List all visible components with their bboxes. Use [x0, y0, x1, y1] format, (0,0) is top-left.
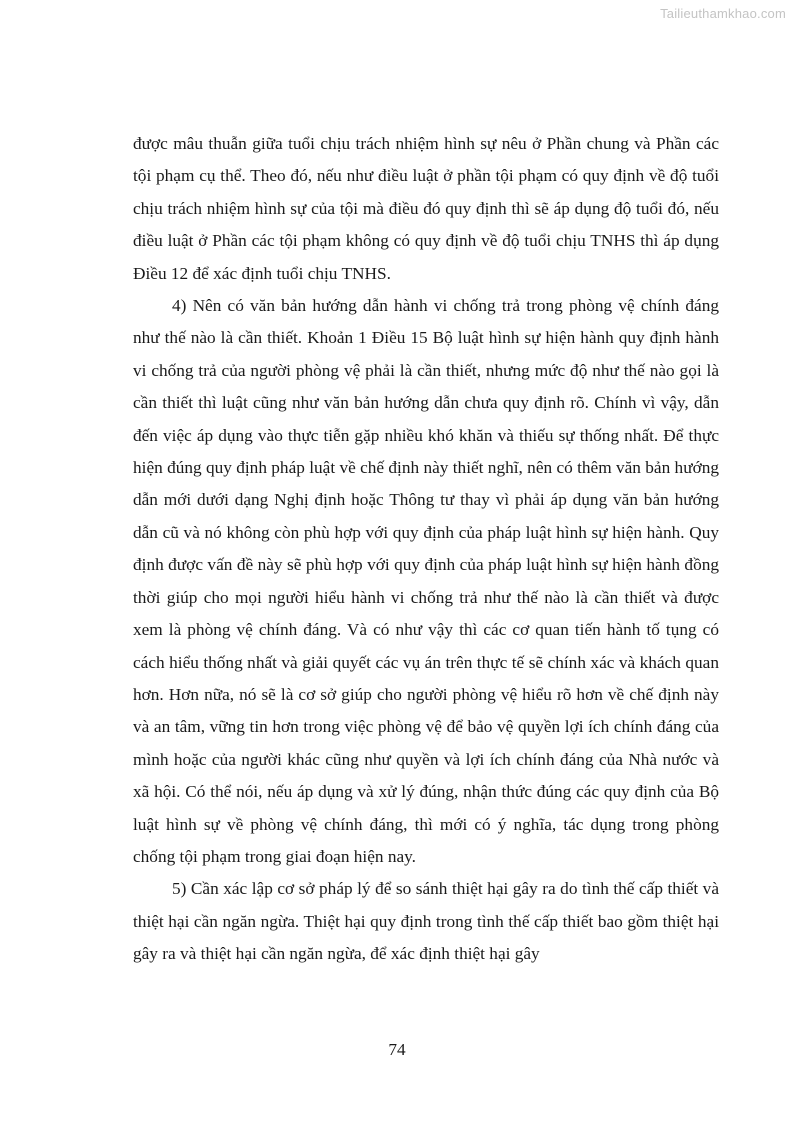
document-body — [133, 128, 719, 971]
paragraph-item-4: 4) Nên có văn bản hướng dẫn hành vi chống trả trong phòng vệ chính đáng như thế nào là cần thiết. Khoản 1 Điều 15 Bộ luật hình sự hiện hành quy định hành vi chống trả của người phòng vệ phải là cần thiết, nhưng mức độ như thế nào gọi là cần thiết thì luật cũng như văn bản hướng dẫn chưa quy định rõ. Chính vì vậy, dẫn đến việc áp dụng vào thực tiễn gặp nhiều khó khăn và thiếu sự thống nhất. Để thực hiện đúng quy định pháp luật về chế định này thiết nghĩ, nên có thêm văn bản hướng dẫn mới dưới dạng Nghị định hoặc Thông tư thay vì phải áp dụng văn bản hướng dẫn cũ và nó không còn phù hợp với quy định của pháp luật hình sự hiện hành. Quy định được vấn đề này sẽ phù hợp với quy định của pháp luật hình sự hiện hành đồng thời giúp cho mọi người hiểu hành vi chống trả như thế nào là cần thiết và được xem là phòng vệ chính đáng. Và có như vậy thì các cơ quan tiến hành tố tụng có cách hiểu thống nhất và giải quyết các vụ án trên thực tế sẽ chính xác và khách quan hơn. Hơn nữa, nó sẽ là cơ sở giúp cho người phòng vệ hiểu rõ hơn về chế định này và an tâm, vững tin hơn trong việc phòng vệ để bảo vệ quyền lợi ích chính đáng của mình hoặc của người khác cũng như quyền và lợi ích chính đáng của Nhà nước và xã hội. Có thể nói, nếu áp dụng và xử lý đúng, nhận thức đúng các quy định của Bộ luật hình sự về phòng vệ chính đáng, thì mới có ý nghĩa, tác dụng trong phòng chống tội phạm trong giai đoạn hiện nay. — [133, 296, 719, 866]
paragraph-continuation: được mâu thuẫn giữa tuổi chịu trách nhiệm hình sự nêu ở Phần chung và Phần các tội phạm cụ thể. Theo đó, nếu như điều luật ở phần tội phạm có quy định về độ tuổi chịu trách nhiệm hình sự của tội mà điều đó quy định thì sẽ áp dụng độ tuổi đó, nếu điều luật ở Phần các tội phạm không có quy định về độ tuổi chịu TNHS thì áp dụng Điều 12 để xác định tuổi chịu TNHS. — [133, 134, 719, 283]
page-number: 74 — [388, 1040, 406, 1059]
paragraph-item-5: 5) Cần xác lập cơ sở pháp lý để so sánh thiệt hại gây ra do tình thế cấp thiết và thiệt hại cần ngăn ngừa. Thiệt hại quy định trong tình thế cấp thiết bao gồm thiệt hại gây ra và thiệt hại cần ngăn ngừa, để xác định thiệt hại gây — [133, 879, 719, 964]
watermark: Tailieuthamkhao.com — [660, 6, 786, 21]
